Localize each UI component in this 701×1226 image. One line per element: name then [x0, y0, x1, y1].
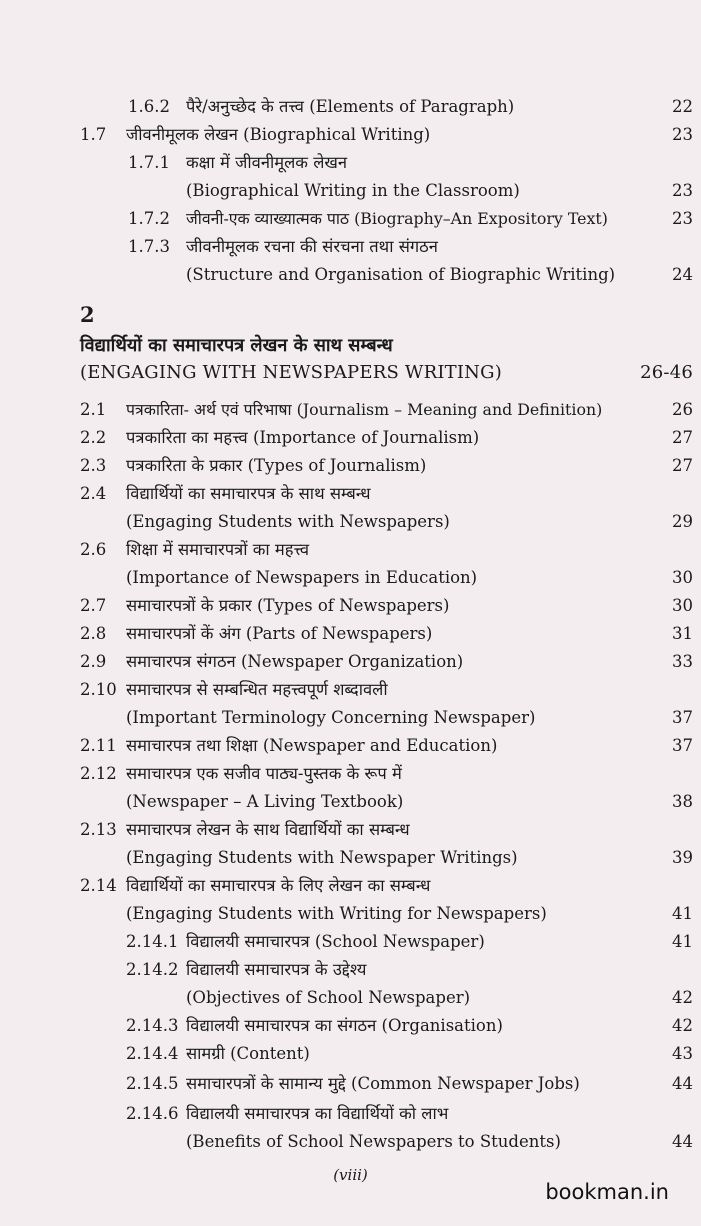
toc-entry [0, 397, 701, 423]
toc-entry-continuation [0, 901, 701, 927]
entry-page: 44 [672, 1132, 693, 1151]
entry-number: 2.6 [80, 540, 107, 559]
entry-page: 39 [672, 848, 693, 867]
chapter-pages: 26-46 [640, 362, 693, 383]
toc-entry-continuation [0, 705, 701, 731]
toc-entry [0, 761, 701, 787]
entry-page: 42 [672, 1016, 693, 1035]
toc-entry [0, 150, 701, 176]
watermark-logo: bookman.in [545, 1180, 669, 1204]
entry-title: पत्रकारिता का महत्त्व (Importance of Journalism) [126, 428, 480, 447]
entry-page: 23 [672, 181, 693, 200]
entry-number: 2.14.1 [126, 932, 179, 951]
entry-title: समाचारपत्रों के प्रकार (Types of Newspapers) [126, 596, 450, 615]
toc-entry-continuation [0, 789, 701, 815]
entry-number: 2.9 [80, 652, 107, 671]
entry-title: विद्यार्थियों का समाचारपत्र के लिए लेखन का सम्बन्ध [126, 876, 431, 895]
entry-title: समाचारपत्र तथा शिक्षा (Newspaper and Education) [126, 736, 498, 755]
toc-entry [0, 733, 701, 759]
chapter-title-hindi: विद्यार्थियों का समाचारपत्र लेखन के साथ सम्बन्ध [80, 335, 393, 356]
entry-page: 41 [672, 932, 693, 951]
chapter-title-english-row [80, 360, 693, 386]
toc-entry [0, 873, 701, 899]
entry-title: पत्रकारिता के प्रकार (Types of Journalism) [126, 456, 427, 475]
entry-page: 42 [672, 988, 693, 1007]
entry-title: (Engaging Students with Writing for Newspapers) [126, 904, 547, 923]
entry-title: जीवनीमूलक लेखन (Biographical Writing) [126, 125, 431, 144]
entry-title: (Biographical Writing in the Classroom) [186, 181, 520, 200]
entry-number: 2.12 [80, 764, 117, 783]
entry-page: 44 [672, 1074, 693, 1093]
entry-title: समाचारपत्र से सम्बन्धित महत्त्वपूर्ण शब्दावली [126, 680, 388, 699]
entry-title: समाचारपत्र संगठन (Newspaper Organization) [126, 652, 464, 671]
chapter-title-english: (ENGAGING WITH NEWSPAPERS WRITING) [80, 362, 502, 383]
toc-entry [0, 206, 701, 232]
entry-number: 1.7 [80, 125, 107, 144]
toc-entry [0, 649, 701, 675]
entry-title: विद्यालयी समाचारपत्र का विद्यार्थियों को लाभ [186, 1104, 449, 1123]
entry-title: (Importance of Newspapers in Education) [126, 568, 478, 587]
toc-entry [0, 1041, 701, 1067]
toc-entry-continuation [0, 509, 701, 535]
toc-entry [0, 1071, 701, 1097]
entry-number: 2.10 [80, 680, 117, 699]
entry-page: 30 [672, 568, 693, 587]
entry-page: 26 [672, 400, 693, 419]
entry-number: 2.11 [80, 736, 117, 755]
entry-title: जीवनीमूलक रचना की संरचना तथा संगठन [186, 237, 438, 256]
toc-entry [0, 1101, 701, 1127]
entry-title: (Important Terminology Concerning Newspaper) [126, 708, 536, 727]
entry-title: पैरे/अनुच्छेद के तत्त्व (Elements of Paragraph) [186, 97, 515, 116]
entry-page: 31 [672, 624, 693, 643]
entry-title: सामग्री (Content) [186, 1044, 310, 1063]
page-number-label: (viii) [333, 1166, 368, 1184]
entry-page: 27 [672, 456, 693, 475]
toc-entry [0, 957, 701, 983]
entry-number: 1.7.1 [128, 153, 170, 172]
entry-title: (Objectives of School Newspaper) [186, 988, 471, 1007]
toc-entry [0, 234, 701, 260]
entry-number: 2.14.6 [126, 1104, 179, 1123]
entry-title: (Benefits of School Newspapers to Students) [186, 1132, 561, 1151]
chapter-number: 2 [80, 302, 95, 327]
entry-number: 2.13 [80, 820, 117, 839]
entry-page: 23 [672, 125, 693, 144]
entry-title: विद्यालयी समाचारपत्र (School Newspaper) [186, 932, 485, 951]
toc-entry [0, 817, 701, 843]
entry-title: समाचारपत्र एक सजीव पाठ्य-पुस्तक के रूप में [126, 764, 402, 783]
entry-number: 2.4 [80, 484, 107, 503]
toc-entry [0, 621, 701, 647]
entry-page: 37 [672, 708, 693, 727]
toc-entry-continuation [0, 1129, 701, 1155]
entry-page: 24 [672, 265, 693, 284]
entry-page: 37 [672, 736, 693, 755]
toc-entry [0, 677, 701, 703]
entry-page: 33 [672, 652, 693, 671]
entry-page: 41 [672, 904, 693, 923]
entry-number: 1.7.2 [128, 209, 170, 228]
entry-title: शिक्षा में समाचारपत्रों का महत्त्व [126, 540, 310, 559]
entry-title: (Newspaper – A Living Textbook) [126, 792, 404, 811]
toc-entry [0, 929, 701, 955]
entry-title: पत्रकारिता- अर्थ एवं परिभाषा (Journalism – Meaning and Definition) [126, 400, 603, 419]
toc-entry [0, 1013, 701, 1039]
toc-entry [0, 537, 701, 563]
toc-entry [0, 453, 701, 479]
entry-number: 1.6.2 [128, 97, 170, 116]
toc-entry-continuation [0, 178, 701, 204]
toc-entry-continuation [0, 565, 701, 591]
entry-title: समाचारपत्रों के सामान्य मुद्दे (Common Newspaper Jobs) [186, 1074, 580, 1093]
entry-title: (Engaging Students with Newspapers) [126, 512, 450, 531]
toc-entry-continuation [0, 985, 701, 1011]
entry-number: 2.14.4 [126, 1044, 179, 1063]
entry-title: जीवनी-एक व्याख्यात्मक पाठ (Biography–An Expository Text) [186, 209, 608, 228]
entry-number: 1.7.3 [128, 237, 170, 256]
entry-title: विद्यार्थियों का समाचारपत्र के साथ सम्बन्ध [126, 484, 371, 503]
entry-number: 2.14.2 [126, 960, 179, 979]
toc-entry [0, 481, 701, 507]
entry-number: 2.3 [80, 456, 107, 475]
entry-number: 2.14.5 [126, 1074, 179, 1093]
entry-page: 22 [672, 97, 693, 116]
toc-entry-continuation [0, 262, 701, 288]
entry-page: 23 [672, 209, 693, 228]
entry-title: कक्षा में जीवनीमूलक लेखन [186, 153, 348, 172]
entry-title: समाचारपत्र लेखन के साथ विद्यार्थियों का सम्बन्ध [126, 820, 410, 839]
entry-title: विद्यालयी समाचारपत्र का संगठन (Organisation) [186, 1016, 503, 1035]
entry-page: 38 [672, 792, 693, 811]
entry-page: 43 [672, 1044, 693, 1063]
entry-title: (Engaging Students with Newspaper Writings) [126, 848, 518, 867]
entry-title: समाचारपत्रों कें अंग (Parts of Newspapers) [126, 624, 433, 643]
toc-entry [0, 122, 701, 148]
entry-number: 2.1 [80, 400, 107, 419]
entry-number: 2.7 [80, 596, 107, 615]
entry-number: 2.14.3 [126, 1016, 179, 1035]
entry-number: 2.14 [80, 876, 117, 895]
entry-title: (Structure and Organisation of Biographic Writing) [186, 265, 616, 284]
entry-number: 2.2 [80, 428, 107, 447]
toc-entry [0, 425, 701, 451]
entry-number: 2.8 [80, 624, 107, 643]
toc-entry-continuation [0, 845, 701, 871]
entry-page: 27 [672, 428, 693, 447]
entry-title: विद्यालयी समाचारपत्र के उद्देश्य [186, 960, 367, 979]
toc-entry [0, 593, 701, 619]
entry-page: 30 [672, 596, 693, 615]
entry-page: 29 [672, 512, 693, 531]
toc-entry [0, 94, 701, 120]
